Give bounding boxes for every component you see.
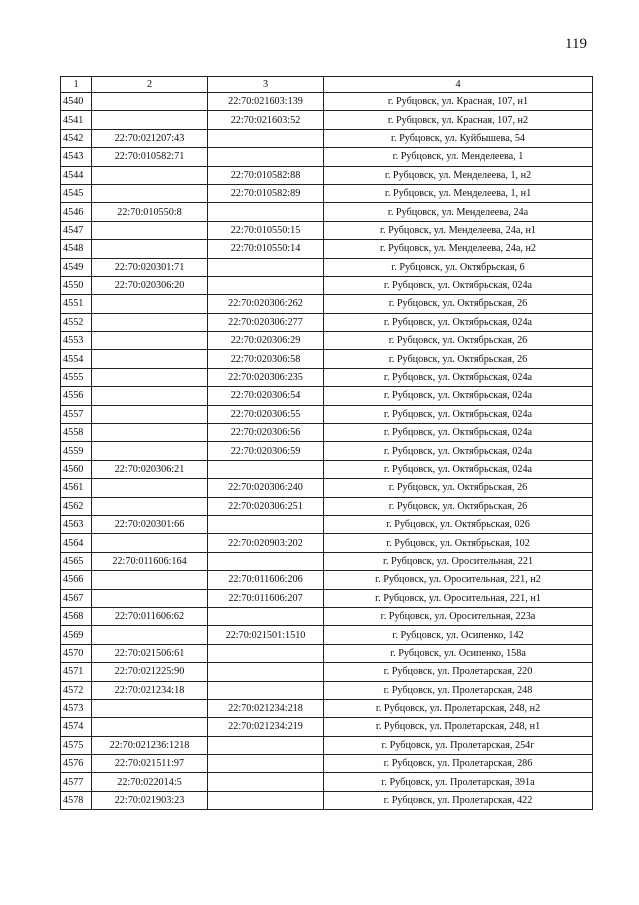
- premises-cadastral-number-cell: [208, 552, 324, 570]
- row-number-cell: 4578: [61, 791, 92, 809]
- address-cell: г. Рубцовск, ул. Оросительная, 221: [324, 552, 593, 570]
- table-row: [61, 755, 593, 773]
- table-row: [61, 111, 593, 129]
- address-cell: г. Рубцовск, ул. Оросительная, 221, н2: [324, 571, 593, 589]
- row-number-cell: 4556: [61, 387, 92, 405]
- cadastral-number-cell: 22:70:020301:66: [92, 515, 208, 533]
- cadastral-number-cell: [92, 571, 208, 589]
- premises-cadastral-number-cell: 22:70:020306:29: [208, 332, 324, 350]
- row-number-cell: 4574: [61, 718, 92, 736]
- table-row: [61, 663, 593, 681]
- cadastral-number-cell: 22:70:011606:164: [92, 552, 208, 570]
- table-row: [61, 626, 593, 644]
- address-cell: г. Рубцовск, ул. Октябрьская, 26: [324, 295, 593, 313]
- cadastral-number-cell: [92, 589, 208, 607]
- premises-cadastral-number-cell: 22:70:020306:54: [208, 387, 324, 405]
- premises-cadastral-number-cell: [208, 736, 324, 754]
- cadastral-number-cell: 22:70:020306:20: [92, 276, 208, 294]
- premises-cadastral-number-cell: 22:70:020306:277: [208, 313, 324, 331]
- premises-cadastral-number-cell: 22:70:020306:58: [208, 350, 324, 368]
- row-number-cell: 4542: [61, 129, 92, 147]
- address-cell: г. Рубцовск, ул. Октябрьская, 024а: [324, 460, 593, 478]
- row-number-cell: 4575: [61, 736, 92, 754]
- cadastral-number-cell: [92, 184, 208, 202]
- row-number-cell: 4568: [61, 607, 92, 625]
- row-number-cell: 4549: [61, 258, 92, 276]
- premises-cadastral-number-cell: 22:70:011606:206: [208, 571, 324, 589]
- premises-cadastral-number-cell: 22:70:021234:219: [208, 718, 324, 736]
- premises-cadastral-number-cell: 22:70:020306:262: [208, 295, 324, 313]
- cadastral-number-cell: [92, 479, 208, 497]
- row-number-cell: 4560: [61, 460, 92, 478]
- cadastral-number-cell: 22:70:021506:61: [92, 644, 208, 662]
- address-cell: г. Рубцовск, ул. Октябрьская, 024а: [324, 313, 593, 331]
- address-cell: г. Рубцовск, ул. Красная, 107, н1: [324, 93, 593, 111]
- table-row: [61, 295, 593, 313]
- table-row: [61, 644, 593, 662]
- premises-cadastral-number-cell: [208, 644, 324, 662]
- table-row: [61, 93, 593, 111]
- address-cell: г. Рубцовск, ул. Пролетарская, 254г: [324, 736, 593, 754]
- header-col-4: 4: [324, 77, 593, 93]
- row-number-cell: 4573: [61, 699, 92, 717]
- table-header: [61, 77, 593, 93]
- cadastral-number-cell: 22:70:021903:23: [92, 791, 208, 809]
- row-number-cell: 4551: [61, 295, 92, 313]
- cadastral-number-cell: [92, 313, 208, 331]
- cadastral-number-cell: 22:70:021207:43: [92, 129, 208, 147]
- cadastral-number-cell: [92, 332, 208, 350]
- table-row: [61, 240, 593, 258]
- cadastral-number-cell: 22:70:010582:71: [92, 148, 208, 166]
- header-col-3: 3: [208, 77, 324, 93]
- table-body: [61, 93, 593, 810]
- table-row: [61, 552, 593, 570]
- cadastral-number-cell: 22:70:020301:71: [92, 258, 208, 276]
- address-cell: г. Рубцовск, ул. Октябрьская, 102: [324, 534, 593, 552]
- table-row: [61, 350, 593, 368]
- table-row: [61, 276, 593, 294]
- cadastral-number-cell: 22:70:011606:62: [92, 607, 208, 625]
- premises-cadastral-number-cell: [208, 773, 324, 791]
- premises-cadastral-number-cell: [208, 148, 324, 166]
- address-cell: г. Рубцовск, ул. Октябрьская, 024а: [324, 387, 593, 405]
- table-row: [61, 681, 593, 699]
- table-row: [61, 718, 593, 736]
- row-number-cell: 4576: [61, 755, 92, 773]
- address-cell: г. Рубцовск, ул. Октябрьская, 026: [324, 515, 593, 533]
- address-cell: г. Рубцовск, ул. Октябрьская, 024а: [324, 276, 593, 294]
- address-cell: г. Рубцовск, ул. Октябрьская, 26: [324, 350, 593, 368]
- cadastral-number-cell: [92, 350, 208, 368]
- cadastral-number-cell: [92, 442, 208, 460]
- address-cell: г. Рубцовск, ул. Красная, 107, н2: [324, 111, 593, 129]
- cadastral-number-cell: [92, 368, 208, 386]
- header-row: [61, 77, 593, 93]
- page-number: 119: [565, 36, 587, 52]
- row-number-cell: 4566: [61, 571, 92, 589]
- table-row: [61, 166, 593, 184]
- row-number-cell: 4561: [61, 479, 92, 497]
- address-cell: г. Рубцовск, ул. Менделеева, 24а, н1: [324, 221, 593, 239]
- row-number-cell: 4571: [61, 663, 92, 681]
- premises-cadastral-number-cell: [208, 791, 324, 809]
- table-row: [61, 571, 593, 589]
- premises-cadastral-number-cell: [208, 607, 324, 625]
- address-cell: г. Рубцовск, ул. Пролетарская, 248, н2: [324, 699, 593, 717]
- address-cell: г. Рубцовск, ул. Октябрьская, 26: [324, 497, 593, 515]
- address-cell: г. Рубцовск, ул. Менделеева, 1: [324, 148, 593, 166]
- premises-cadastral-number-cell: [208, 203, 324, 221]
- table-row: [61, 607, 593, 625]
- cadastral-number-cell: [92, 387, 208, 405]
- header-col-1: 1: [61, 77, 92, 93]
- cadastral-number-cell: 22:70:021234:18: [92, 681, 208, 699]
- cadastral-number-cell: 22:70:020306:21: [92, 460, 208, 478]
- cadastral-number-cell: [92, 497, 208, 515]
- table-row: [61, 736, 593, 754]
- table-row: [61, 589, 593, 607]
- premises-cadastral-number-cell: 22:70:010550:15: [208, 221, 324, 239]
- row-number-cell: 4563: [61, 515, 92, 533]
- cadastral-number-cell: 22:70:010550:8: [92, 203, 208, 221]
- row-number-cell: 4564: [61, 534, 92, 552]
- row-number-cell: 4555: [61, 368, 92, 386]
- cadastral-number-cell: 22:70:022014:5: [92, 773, 208, 791]
- cadastral-number-cell: [92, 93, 208, 111]
- table-row: [61, 258, 593, 276]
- row-number-cell: 4545: [61, 184, 92, 202]
- cadastral-number-cell: [92, 166, 208, 184]
- premises-cadastral-number-cell: 22:70:020306:59: [208, 442, 324, 460]
- row-number-cell: 4567: [61, 589, 92, 607]
- address-cell: г. Рубцовск, ул. Октябрьская, 26: [324, 479, 593, 497]
- row-number-cell: 4548: [61, 240, 92, 258]
- row-number-cell: 4552: [61, 313, 92, 331]
- address-cell: г. Рубцовск, ул. Менделеева, 24а: [324, 203, 593, 221]
- premises-cadastral-number-cell: 22:70:020306:235: [208, 368, 324, 386]
- cadastral-number-cell: [92, 295, 208, 313]
- premises-cadastral-number-cell: [208, 515, 324, 533]
- premises-cadastral-number-cell: 22:70:010550:14: [208, 240, 324, 258]
- row-number-cell: 4540: [61, 93, 92, 111]
- premises-cadastral-number-cell: 22:70:010582:89: [208, 184, 324, 202]
- table-row: [61, 221, 593, 239]
- premises-cadastral-number-cell: 22:70:021603:52: [208, 111, 324, 129]
- table-row: [61, 368, 593, 386]
- address-cell: г. Рубцовск, ул. Пролетарская, 248: [324, 681, 593, 699]
- table-row: [61, 773, 593, 791]
- row-number-cell: 4565: [61, 552, 92, 570]
- table-row: [61, 387, 593, 405]
- premises-cadastral-number-cell: [208, 460, 324, 478]
- cadastral-number-cell: [92, 534, 208, 552]
- address-cell: г. Рубцовск, ул. Октябрьская, 024а: [324, 405, 593, 423]
- cadastral-number-cell: [92, 424, 208, 442]
- row-number-cell: 4550: [61, 276, 92, 294]
- premises-cadastral-number-cell: 22:70:020903:202: [208, 534, 324, 552]
- address-cell: г. Рубцовск, ул. Октябрьская, 024а: [324, 368, 593, 386]
- address-cell: г. Рубцовск, ул. Осипенко, 158а: [324, 644, 593, 662]
- row-number-cell: 4557: [61, 405, 92, 423]
- cadastral-number-cell: [92, 626, 208, 644]
- premises-cadastral-number-cell: [208, 129, 324, 147]
- row-number-cell: 4569: [61, 626, 92, 644]
- table-row: [61, 129, 593, 147]
- address-cell: г. Рубцовск, ул. Менделеева, 24а, н2: [324, 240, 593, 258]
- address-cell: г. Рубцовск, ул. Менделеева, 1, н1: [324, 184, 593, 202]
- row-number-cell: 4546: [61, 203, 92, 221]
- row-number-cell: 4541: [61, 111, 92, 129]
- address-cell: г. Рубцовск, ул. Октябрьская, 024а: [324, 442, 593, 460]
- address-cell: г. Рубцовск, ул. Осипенко, 142: [324, 626, 593, 644]
- row-number-cell: 4558: [61, 424, 92, 442]
- table-row: [61, 184, 593, 202]
- table-row: [61, 332, 593, 350]
- table-row: [61, 424, 593, 442]
- premises-cadastral-number-cell: [208, 681, 324, 699]
- address-cell: г. Рубцовск, ул. Октябрьская, 6: [324, 258, 593, 276]
- address-cell: г. Рубцовск, ул. Пролетарская, 220: [324, 663, 593, 681]
- cadastral-number-cell: [92, 718, 208, 736]
- table-row: [61, 148, 593, 166]
- cadastral-number-cell: 22:70:021511:97: [92, 755, 208, 773]
- premises-cadastral-number-cell: [208, 755, 324, 773]
- cadastral-number-cell: 22:70:021225:90: [92, 663, 208, 681]
- cadastral-number-cell: [92, 111, 208, 129]
- cadastral-number-cell: 22:70:021236:1218: [92, 736, 208, 754]
- row-number-cell: 4570: [61, 644, 92, 662]
- header-col-2: 2: [92, 77, 208, 93]
- table-row: [61, 479, 593, 497]
- address-cell: г. Рубцовск, ул. Пролетарская, 391а: [324, 773, 593, 791]
- row-number-cell: 4553: [61, 332, 92, 350]
- table-row: [61, 497, 593, 515]
- row-number-cell: 4554: [61, 350, 92, 368]
- table-row: [61, 791, 593, 809]
- premises-cadastral-number-cell: 22:70:020306:240: [208, 479, 324, 497]
- table-row: [61, 313, 593, 331]
- cadastral-number-cell: [92, 699, 208, 717]
- cadastral-number-cell: [92, 240, 208, 258]
- address-cell: г. Рубцовск, ул. Пролетарская, 248, н1: [324, 718, 593, 736]
- premises-cadastral-number-cell: 22:70:021603:139: [208, 93, 324, 111]
- table-row: [61, 405, 593, 423]
- row-number-cell: 4572: [61, 681, 92, 699]
- cadastral-number-cell: [92, 405, 208, 423]
- row-number-cell: 4547: [61, 221, 92, 239]
- premises-cadastral-number-cell: 22:70:021234:218: [208, 699, 324, 717]
- address-cell: г. Рубцовск, ул. Октябрьская, 024а: [324, 424, 593, 442]
- premises-cadastral-number-cell: 22:70:011606:207: [208, 589, 324, 607]
- address-cell: г. Рубцовск, ул. Пролетарская, 422: [324, 791, 593, 809]
- address-cell: г. Рубцовск, ул. Октябрьская, 26: [324, 332, 593, 350]
- premises-cadastral-number-cell: [208, 663, 324, 681]
- row-number-cell: 4562: [61, 497, 92, 515]
- row-number-cell: 4544: [61, 166, 92, 184]
- row-number-cell: 4543: [61, 148, 92, 166]
- address-cell: г. Рубцовск, ул. Пролетарская, 286: [324, 755, 593, 773]
- premises-cadastral-number-cell: 22:70:020306:251: [208, 497, 324, 515]
- address-cell: г. Рубцовск, ул. Куйбышева, 54: [324, 129, 593, 147]
- row-number-cell: 4559: [61, 442, 92, 460]
- registry-table: [60, 76, 593, 810]
- premises-cadastral-number-cell: 22:70:020306:56: [208, 424, 324, 442]
- cadastral-number-cell: [92, 221, 208, 239]
- premises-cadastral-number-cell: [208, 276, 324, 294]
- premises-cadastral-number-cell: 22:70:010582:88: [208, 166, 324, 184]
- address-cell: г. Рубцовск, ул. Оросительная, 221, н1: [324, 589, 593, 607]
- row-number-cell: 4577: [61, 773, 92, 791]
- premises-cadastral-number-cell: 22:70:020306:55: [208, 405, 324, 423]
- table-row: [61, 534, 593, 552]
- table-row: [61, 442, 593, 460]
- premises-cadastral-number-cell: [208, 258, 324, 276]
- table-row: [61, 203, 593, 221]
- premises-cadastral-number-cell: 22:70:021501:1510: [208, 626, 324, 644]
- table-row: [61, 460, 593, 478]
- address-cell: г. Рубцовск, ул. Оросительная, 223а: [324, 607, 593, 625]
- address-cell: г. Рубцовск, ул. Менделеева, 1, н2: [324, 166, 593, 184]
- table-row: [61, 699, 593, 717]
- table-row: [61, 515, 593, 533]
